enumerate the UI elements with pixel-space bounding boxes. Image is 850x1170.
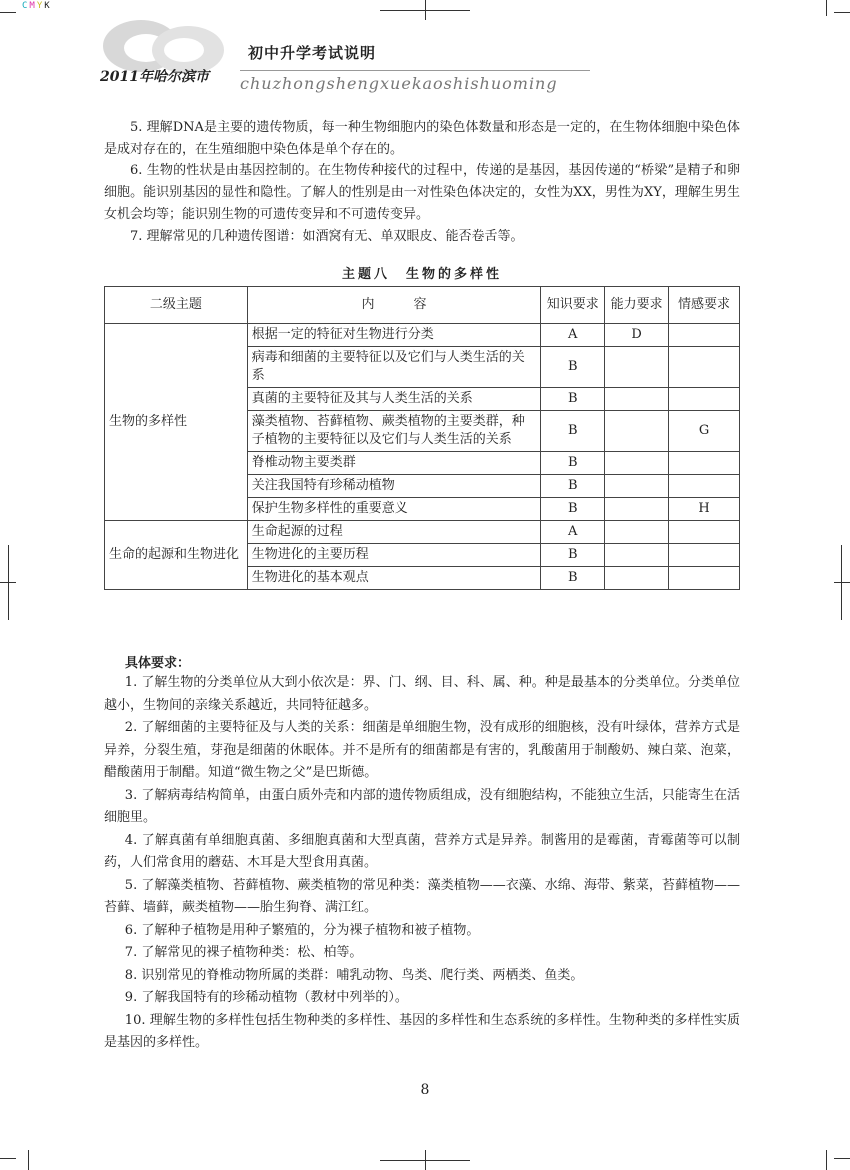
crop-mark [834, 1158, 850, 1159]
crop-mark [0, 1158, 16, 1159]
requirements-list [104, 672, 740, 1055]
table-header-row [105, 287, 740, 324]
requirement-item: 7. 了解常见的裸子植物种类：松、柏等。 [124, 945, 363, 960]
row-ability [605, 567, 669, 590]
row-content: 保护生物多样性的重要意义 [247, 498, 541, 521]
row-knowledge: B [541, 411, 605, 452]
crop-mark [0, 12, 16, 13]
row-knowledge: A [541, 521, 605, 544]
row-content: 生物进化的基本观点 [247, 567, 541, 590]
requirement-item: 9. 了解我国特有的珍稀动植物（教材中列举的）。 [124, 990, 408, 1005]
group-name: 生物的多样性 [105, 324, 248, 521]
table-row [105, 521, 740, 544]
table-title: 主题八 生物的多样性 [341, 267, 502, 282]
row-emotion [669, 388, 740, 411]
intro-text [104, 117, 740, 247]
crop-mark [8, 545, 9, 620]
header-emotion: 情感要求 [669, 287, 740, 324]
row-knowledge: B [541, 498, 605, 521]
row-emotion [669, 324, 740, 347]
requirement-item: 1. 了解生物的分类单位从大到小依次是：界、门、纲、目、科、属、种。种是最基本的分类单位。分类单位越小，生物间的亲缘关系越近，共同特征越多。 [104, 675, 740, 713]
header-pinyin: chuzhongshengxuekaoshishuoming [240, 74, 558, 93]
crop-mark [826, 0, 827, 16]
row-emotion [669, 452, 740, 475]
row-ability [605, 411, 669, 452]
row-ability [605, 452, 669, 475]
row-ability [605, 498, 669, 521]
requirement-item: 8. 识别常见的脊椎动物所属的类群：哺乳动物、鸟类、爬行类、两栖类、鱼类。 [124, 967, 584, 983]
intro-paragraph: 7. 理解常见的几种遗传图谱：如酒窝有无、单双眼皮、能否卷舌等。 [130, 228, 524, 244]
requirement-item: 4. 了解真菌有单细胞真菌、多细胞真菌和大型真菌，营养方式是异养。制酱用的是霉菌，青霉菌等可以制药，人们常食用的蘑菇、木耳是大型食用真菌。 [104, 832, 740, 870]
requirement-item: 10. 理解生物的多样性包括生物种类的多样性、基因的多样性和生态系统的多样性。生物种类的多样性实质是基因的多样性。 [104, 1012, 740, 1050]
crop-mark [826, 1150, 827, 1170]
header-title: 初中升学考试说明 [248, 44, 377, 62]
row-ability [605, 347, 669, 388]
row-emotion: H [669, 498, 740, 521]
row-content: 真菌的主要特征及其与人类生活的关系 [247, 388, 541, 411]
row-content: 脊椎动物主要类群 [247, 452, 541, 475]
row-ability [605, 521, 669, 544]
row-ability: D [605, 324, 669, 347]
row-content: 根据一定的特征对生物进行分类 [247, 324, 541, 347]
crop-mark [425, 0, 426, 20]
row-emotion [669, 347, 740, 388]
requirement-item: 6. 了解种子植物是用种子繁殖的，分为裸子植物和被子植物。 [124, 922, 480, 938]
header-sub-theme: 二级主题 [105, 287, 248, 324]
row-knowledge: B [541, 452, 605, 475]
row-ability [605, 475, 669, 498]
row-knowledge: B [541, 567, 605, 590]
crop-mark [28, 1150, 29, 1170]
crop-mark [834, 12, 850, 13]
crop-mark [834, 582, 850, 583]
row-knowledge: A [541, 324, 605, 347]
requirements-table [104, 286, 740, 590]
group-name: 生命的起源和生物进化 [105, 521, 248, 590]
row-content: 关注我国特有珍稀动植物 [247, 475, 541, 498]
requirements-title: 具体要求： [125, 656, 191, 671]
intro-paragraph: 6. 生物的性状是由基因控制的。在生物传种接代的过程中，传递的是基因，基因传递的“桥梁”是精子和卵细胞。能识别基因的显性和隐性。了解人的性别是由一对性染色体决定的，女性为XX，男性为XY，理解生男生女机会均等；能识别生物的可遗传变异和不可遗传变异。 [104, 163, 740, 222]
row-emotion [669, 544, 740, 567]
row-ability [605, 544, 669, 567]
header-ability: 能力要求 [605, 287, 669, 324]
row-content: 生命起源的过程 [247, 521, 541, 544]
crop-mark [425, 1150, 426, 1170]
header-content: 内 容 [247, 287, 541, 324]
requirement-item: 2. 了解细菌的主要特征及与人类的关系：细菌是单细胞生物，没有成形的细胞核，没有叶绿体，营养方式是异养，分裂生殖，芽孢是细菌的休眠体。并不是所有的细菌都是有害的，乳酸菌用于制酸奶、辣白菜、泡菜，醋酸菌用于制醋。知道“微生物之父”是巴斯德。 [104, 720, 740, 780]
header-year-city: 2011年哈尔滨市 [100, 69, 209, 85]
row-content: 藻类植物、苔藓植物、蕨类植物的主要类群，种子植物的主要特征以及它们与人类生活的关系 [247, 411, 541, 452]
intro-paragraph: 5. 理解DNA是主要的遗传物质，每一种生物细胞内的染色体数量和形态是一定的，在生物体细胞中染色体是成对存在的，在生殖细胞中染色体是单个存在的。 [104, 120, 740, 157]
header-knowledge: 知识要求 [541, 287, 605, 324]
crop-mark [841, 545, 842, 620]
row-emotion [669, 521, 740, 544]
table-row [105, 324, 740, 347]
row-knowledge: B [541, 475, 605, 498]
cmyk-print-mark: CMYK [22, 1, 52, 11]
row-knowledge: B [541, 388, 605, 411]
row-content: 病毒和细菌的主要特征以及它们与人类生活的关系 [247, 347, 541, 388]
page-number: 8 [420, 1082, 430, 1098]
header-rule [240, 70, 590, 71]
row-knowledge: B [541, 544, 605, 567]
row-ability [605, 388, 669, 411]
row-knowledge: B [541, 347, 605, 388]
requirement-item: 3. 了解病毒结构简单，由蛋白质外壳和内部的遗传物质组成，没有细胞结构，不能独立生活，只能寄生在活细胞里。 [104, 787, 740, 825]
row-emotion: G [669, 411, 740, 452]
row-content: 生物进化的主要历程 [247, 544, 541, 567]
requirement-item: 5. 了解藻类植物、苔藓植物、蕨类植物的常见种类：藻类植物——衣藻、水绵、海带、紫菜，苔藓植物——苔藓、墙藓，蕨类植物——胎生狗脊、满江红。 [104, 877, 740, 915]
row-emotion [669, 475, 740, 498]
row-emotion [669, 567, 740, 590]
